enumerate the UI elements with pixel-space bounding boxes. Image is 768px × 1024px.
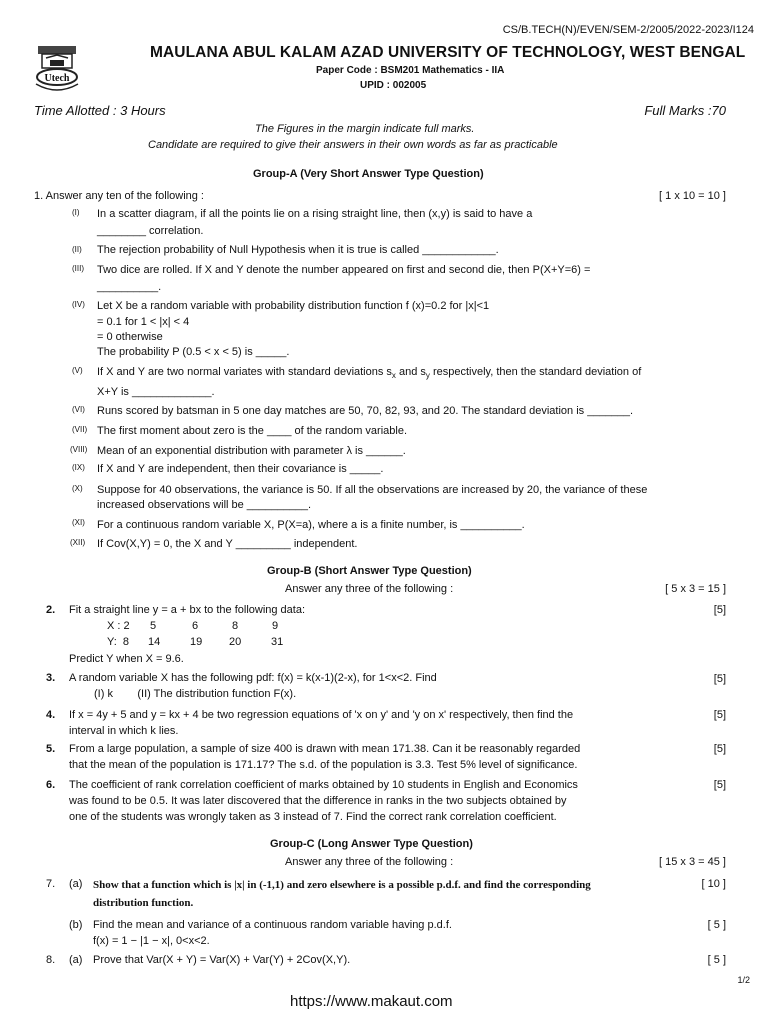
question-line: that the mean of the population is 171.17? The s.d. of the population is 3.3. Test 5% level of significance.: [69, 759, 578, 771]
group-b-instruction: Answer any three of the following :: [285, 583, 454, 595]
question-line: The probability P (0.5 < x < 5) is _____.: [97, 346, 290, 358]
data-cell: 20: [229, 636, 242, 648]
question-number: 4.: [46, 709, 56, 721]
university-name: MAULANA ABUL KALAM AZAD UNIVERSITY OF TECHNOLOGY, WEST BENGAL: [150, 44, 746, 61]
question-mark: [5]: [713, 673, 726, 685]
question-number: 6.: [46, 779, 56, 791]
data-cell: 14: [148, 636, 161, 648]
question-line: X+Y is _____________.: [97, 386, 215, 398]
question-part-label: (a): [69, 954, 83, 966]
question-mark: [ 5 ]: [707, 954, 726, 966]
roman-numeral: (XI): [72, 518, 85, 527]
question-line: From a large population, a sample of size 400 is drawn with mean 171.38. Can it be reasonably regarded: [69, 743, 581, 755]
question-number: 5.: [46, 743, 56, 755]
question-number: 7.: [46, 878, 56, 890]
question-line: f(x) = 1 − |1 − x|, 0<x<2.: [93, 935, 210, 947]
question-text: Fit a straight line y = a + bx to the following data:: [69, 604, 306, 616]
question-line: increased observations will be __________.: [97, 499, 312, 511]
group-a-title: Group-A (Very Short Answer Type Question): [253, 168, 484, 180]
question-number: 2.: [46, 604, 56, 616]
question-line: If X and Y are two normal variates with standard deviations $s_x$ and $s_y$ respectively, then the standard deviation of: [97, 366, 642, 381]
data-cell: 19: [190, 636, 203, 648]
data-row-y-label: Y: 8: [107, 636, 130, 648]
question-line: If X and Y are independent, then their covariance is _____.: [97, 463, 384, 475]
question-line: The first moment about zero is the ____ of the random variable.: [97, 425, 407, 437]
question-mark: [5]: [713, 604, 726, 616]
roman-numeral: (II): [72, 245, 82, 254]
question-part-label: (b): [69, 919, 83, 931]
question-line: Runs scored by batsman in 5 one day matches are 50, 70, 82, 93, and 20. The standard deviation is _______.: [97, 405, 634, 417]
roman-numeral: (V): [72, 366, 83, 375]
question-line: Show that a function which is |x| in (-1,1) and zero elsewhere is a possible p.d.f. and find the corresponding: [93, 879, 591, 891]
group-a-marks: [ 1 x 10 = 10 ]: [659, 190, 726, 202]
question-line: For a continuous random variable X, P(X=a), where a is a finite number, is __________.: [97, 519, 525, 531]
data-cell: 31: [271, 636, 284, 648]
roman-numeral: (III): [72, 264, 84, 273]
question-line: Find the mean and variance of a continuous random variable having p.d.f.: [93, 919, 452, 931]
question-number: 8.: [46, 954, 56, 966]
question-line: one of the students was wrongly taken as 3 instead of 7. Find the correct rank correlation coefficient.: [69, 811, 557, 823]
question-line: If x = 4y + 5 and y = kx + 4 be two regression equations of 'x on y' and 'y on x' respectively, then find the: [69, 709, 574, 721]
question-line: distribution function.: [93, 897, 194, 909]
question-text: Predict Y when X = 9.6.: [69, 653, 184, 665]
margin-note: The Figures in the margin indicate full marks.: [255, 123, 475, 135]
question-line: Two dice are rolled. If X and Y denote the number appeared on first and second die, then P(X+Y=6) =: [97, 264, 591, 276]
data-cell: 8: [232, 620, 239, 632]
question-mark: [5]: [713, 709, 726, 721]
roman-numeral: (I): [72, 208, 80, 217]
question-number: 3.: [46, 672, 56, 684]
group-b-marks: [ 5 x 3 = 15 ]: [665, 583, 726, 595]
group-c-instruction: Answer any three of the following :: [285, 856, 454, 868]
group-b-title: Group-B (Short Answer Type Question): [267, 565, 472, 577]
question-mark: [ 10 ]: [701, 878, 726, 890]
data-cell: 5: [150, 620, 157, 632]
question-line: Mean of an exponential distribution with parameter λ is ______.: [97, 445, 406, 457]
paper-code: Paper Code : BSM201 Mathematics - IIA: [316, 65, 505, 76]
question-part-label: (a): [69, 878, 83, 890]
question-line: ________ correlation.: [97, 225, 204, 237]
question-text: A random variable X has the following pdf: f(x) = k(x-1)(2-x), for 1<x<2. Find: [69, 672, 437, 684]
question-mark: [5]: [713, 743, 726, 755]
question-line: Let X be a random variable with probability distribution function f (x)=0.2 for |x|<1: [97, 300, 490, 312]
roman-numeral: (VII): [72, 425, 88, 434]
university-logo: [32, 44, 82, 94]
group-c-marks: [ 15 x 3 = 45 ]: [659, 856, 726, 868]
question-line: __________.: [97, 281, 162, 293]
question-line: Suppose for 40 observations, the variance is 50. If all the observations are increased by 20, the variance of these: [97, 484, 648, 496]
instruction-note: Candidate are required to give their answers in their own words as far as practicable: [148, 139, 558, 151]
question-line: = 0 otherwise: [97, 331, 163, 343]
upid: UPID : 002005: [360, 80, 427, 91]
footer-url[interactable]: https://www.makaut.com: [290, 993, 453, 1010]
full-marks: Full Marks :70: [644, 103, 726, 118]
question-line: Prove that Var(X + Y) = Var(X) + Var(Y) + 2Cov(X,Y).: [93, 954, 351, 966]
roman-numeral: (X): [72, 484, 83, 493]
question-code: CS/B.TECH(N)/EVEN/SEM-2/2005/2022-2023/I124: [502, 24, 754, 36]
question-line: In a scatter diagram, if all the points lie on a rising straight line, then (x,y) is said to have a: [97, 208, 533, 220]
time-allotted: Time Allotted : 3 Hours: [34, 103, 166, 118]
svg-text:Utech: Utech: [44, 73, 70, 84]
roman-numeral: (VI): [72, 405, 85, 414]
data-cell: 6: [192, 620, 199, 632]
roman-numeral: (VIII): [70, 445, 88, 454]
group-c-title: Group-C (Long Answer Type Question): [270, 838, 473, 850]
question-mark: [5]: [713, 779, 726, 791]
question-line: = 0.1 for 1 < |x| < 4: [97, 316, 190, 328]
data-cell: 9: [272, 620, 279, 632]
roman-numeral: (IX): [72, 463, 85, 472]
question-line: The coefficient of rank correlation coefficient of marks obtained by 10 students in English and Economics: [69, 779, 578, 791]
question-line: was found to be 0.5. It was later discovered that the difference in ranks in the two subjects obtained by: [69, 795, 567, 807]
page-number: 1/2: [737, 975, 750, 985]
question-line: The rejection probability of Null Hypothesis when it is true is called ____________.: [97, 244, 499, 256]
question-line: interval in which k lies.: [69, 725, 179, 737]
question-line: If Cov(X,Y) = 0, the X and Y _________ independent.: [97, 538, 358, 550]
group-a-instruction: 1. Answer any ten of the following :: [34, 190, 204, 202]
question-mark: [ 5 ]: [707, 919, 726, 931]
roman-numeral: (IV): [72, 300, 85, 309]
roman-numeral: (XII): [70, 538, 86, 547]
data-row-x-label: X : 2: [107, 620, 130, 632]
question-subparts: (I) k (II) The distribution function F(x).: [94, 688, 297, 700]
